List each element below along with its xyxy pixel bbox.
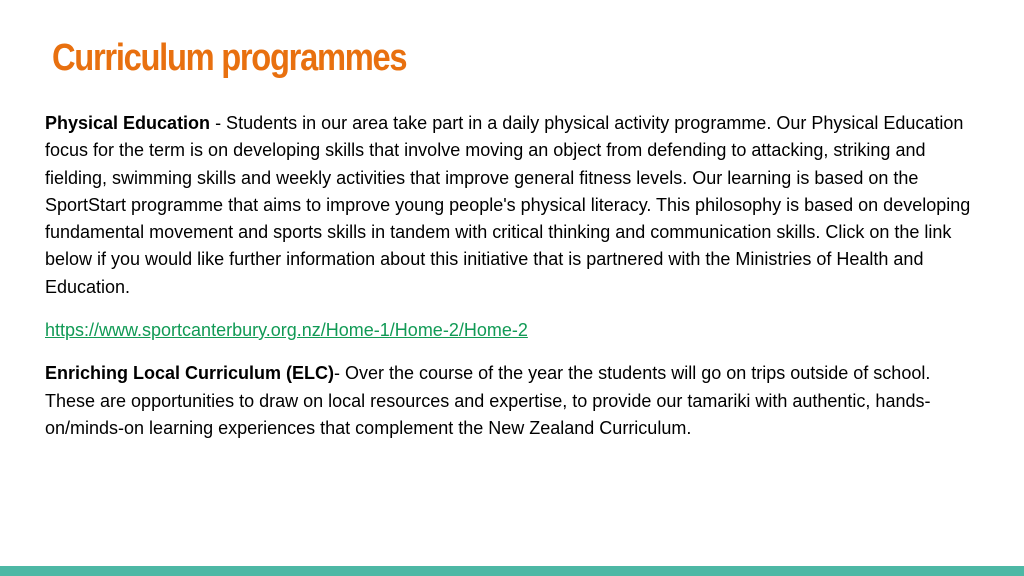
elc-paragraph [45,360,985,442]
sportcanterbury-link[interactable]: https://www.sportcanterbury.org.nz/Home-1/Home-2/Home-2 [45,320,528,341]
elc-heading: Enriching Local Curriculum (ELC) [45,363,335,384]
physical-education-heading: Physical Education [45,113,211,133]
physical-education-paragraph [45,110,985,301]
footer-bar [0,566,1024,576]
link-paragraph [45,317,985,344]
physical-education-text: - Students in our area take part in a daily physical activity programme. Our Physical Education focus for the term is on developing skills that involve moving an object from defending to attacking, striking and fielding, swimming skills and weekly activities that improve general fitness levels. Our learning is based on the SportStart programme that aims to improve young people's physical literacy. This philosophy is based on developing fundamental movement and sports skills in tandem with critical thinking and communication skills. Click on the link below if you would like further information about this initiative that is partnered with the Ministries of Health and Education. [45,113,971,297]
slide-body [45,110,985,442]
slide-title: Curriculum programmes [52,37,407,79]
elc-text: - Over the course of the year the students will go on trips outside of school. These are opportunities to draw on local resources and expertise, to provide our tamariki with authentic, hands-on/minds-on learning experiences that complement the New Zealand Curriculum. [45,363,931,438]
